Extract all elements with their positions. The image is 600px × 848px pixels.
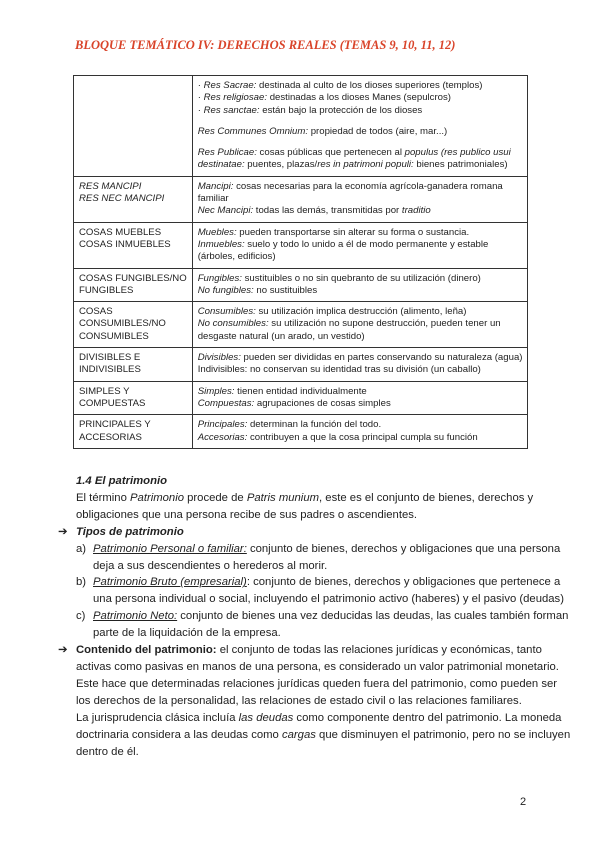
- text-line: [198, 331, 523, 343]
- text-segment: Este hace que determinadas relaciones jurídicas queden fuera del patrimonio, como pueden ser: [76, 677, 558, 690]
- arrow-bullet-icon: ➔: [58, 525, 68, 538]
- text-segment: su utilización no supone destrucción, pueden tener un: [268, 318, 501, 330]
- text-segment: , este es el conjunto de bienes, derechos y: [319, 491, 534, 504]
- text-line: [198, 398, 523, 410]
- text-segment: ·: [197, 104, 204, 116]
- text-segment: obligaciones que una persona recibe de sus padres o ascendientes.: [76, 508, 418, 521]
- text-line: [198, 386, 523, 398]
- text-line: [58, 524, 538, 541]
- description-cell: [192, 348, 528, 382]
- text-segment: determinan la función del todo.: [247, 419, 382, 431]
- text-line: [58, 490, 538, 507]
- category-line: FUNGIBLES: [79, 284, 134, 296]
- text-line: [58, 659, 559, 676]
- text-segment: Compuestas:: [197, 397, 255, 409]
- text-segment: No fungibles:: [197, 284, 254, 296]
- text-line: [58, 744, 538, 761]
- text-segment: Patrimonio: [130, 491, 184, 504]
- text-segment: el conjunto de todas las relaciones jurídicas y económicas, tanto: [216, 644, 542, 657]
- text-segment: res in patrimoni populi:: [317, 159, 414, 171]
- table-row: [74, 415, 528, 449]
- text-segment: conjunto de bienes, derechos y obligaciones que una persona: [246, 542, 561, 555]
- description-cell: [192, 76, 528, 177]
- text-segment: 1.4 El patrimonio: [76, 475, 168, 487]
- text-segment: doctrinaria considera a las deudas como: [76, 728, 282, 741]
- text-line: [198, 239, 523, 251]
- table-row: [74, 302, 528, 348]
- text-line: [198, 159, 523, 171]
- text-line: [198, 205, 523, 217]
- text-line: [58, 642, 542, 659]
- text-segment: pueden transportarse sin alterar su forma o sustancia.: [236, 226, 470, 238]
- text-segment: dentro de él.: [76, 745, 139, 758]
- text-line: [58, 676, 558, 693]
- description-cell: [192, 222, 528, 268]
- text-segment: Accesorias:: [197, 431, 248, 443]
- text-segment: destinatae:: [197, 159, 245, 171]
- text-segment: Patrimonio Bruto (empresarial): [93, 576, 247, 589]
- classification-table: [73, 75, 528, 449]
- text-line: [198, 181, 523, 193]
- text-line: [198, 147, 523, 159]
- text-segment: Tipos de patrimonio: [76, 525, 184, 538]
- paragraph-gap: [198, 117, 523, 126]
- text-segment: conjunto de bienes una vez deducidas las deudas, las cuales también forman: [177, 610, 569, 623]
- text-segment: destinadas a los dioses Manes (sepulcros): [267, 92, 452, 104]
- category-line: INDIVISIBLES: [79, 364, 141, 376]
- text-segment: contribuyen a que la cosa principal cumpla su función: [247, 431, 478, 443]
- text-segment: cosas públicas que pertenecen al: [256, 147, 405, 159]
- text-segment: están bajo la protección de los dioses: [259, 104, 423, 116]
- text-segment: Mancipi:: [197, 180, 234, 192]
- category-line: COSAS FUNGIBLES/NO: [79, 272, 187, 284]
- text-segment: Simples:: [197, 385, 235, 397]
- text-segment: El término: [76, 491, 130, 504]
- text-line: [198, 419, 523, 431]
- text-line: [198, 251, 523, 263]
- text-segment: No consumibles:: [197, 318, 269, 330]
- text-segment: Patrimonio Neto:: [93, 610, 178, 623]
- text-segment: : conjunto de bienes, derechos y obligaciones que pertenece a: [246, 576, 561, 589]
- text-line: [58, 693, 538, 710]
- text-segment: Indivisibles: no conservan su identidad tras su división (un caballo): [197, 364, 481, 376]
- text-segment: agrupaciones de cosas simples: [254, 397, 391, 409]
- text-line: [198, 432, 523, 444]
- category-cell: [74, 348, 193, 382]
- text-segment: suelo y todo lo unido a él de modo permanente y estable: [244, 238, 489, 250]
- text-segment: una persona individual o social, incluyendo el patrimonio activo (haberes) y el pasivo (deudas): [93, 593, 564, 606]
- text-segment: procede de: [184, 491, 247, 504]
- table-row: [74, 348, 528, 382]
- category-line: COSAS INMUEBLES: [79, 238, 171, 250]
- category-line: COMPUESTAS: [79, 397, 146, 409]
- paragraph-gap: [198, 138, 523, 147]
- text-line: [198, 126, 523, 138]
- text-segment: Divisibles:: [197, 352, 241, 364]
- category-line: RES MANCIPI: [79, 180, 142, 192]
- text-line: [198, 80, 523, 92]
- text-segment: Res religiosae:: [203, 92, 268, 104]
- text-line: [58, 710, 562, 727]
- text-line: [58, 625, 538, 642]
- page-header-title: BLOQUE TEMÁTICO IV: DERECHOS REALES (TEMAS 9, 10, 11, 12): [75, 38, 456, 52]
- category-line: COSAS MUEBLES: [79, 226, 162, 238]
- text-segment: Muebles:: [197, 226, 237, 238]
- category-line: CONSUMIBLES/NO: [79, 318, 166, 330]
- description-cell: [192, 268, 528, 302]
- category-line: DIVISIBLES E: [79, 352, 141, 364]
- text-line: [58, 473, 538, 490]
- text-segment: Patris munium: [246, 491, 320, 504]
- text-segment: no sustituibles: [253, 284, 318, 296]
- text-segment: Fungibles:: [197, 272, 242, 284]
- text-segment: Res sanctae:: [203, 104, 260, 116]
- text-segment: puentes, plazas/: [244, 159, 318, 171]
- text-segment: sustituibles o no sin quebranto de su utilización (dinero): [241, 272, 481, 284]
- category-line: RES NEC MANCIPI: [79, 193, 165, 205]
- text-segment: que disminuyen el patrimonio, pero no se incluyen: [315, 728, 571, 741]
- text-line: [58, 541, 561, 558]
- list-marker: c): [76, 610, 86, 623]
- text-line: [198, 306, 523, 318]
- category-line: PRINCIPALES Y: [79, 419, 151, 431]
- text-line: [58, 608, 569, 625]
- category-cell: [74, 302, 193, 348]
- text-segment: los derechos de la personalidad, las relaciones de estado civil o las relaciones familiares.: [76, 694, 522, 707]
- text-segment: las deudas: [238, 711, 294, 724]
- text-segment: su utilización implica destrucción (alimento, leña): [255, 306, 467, 318]
- category-line: CONSUMIBLES: [79, 330, 149, 342]
- text-line: [198, 285, 523, 297]
- category-line: COSAS: [79, 306, 113, 318]
- text-segment: (árboles, edificios): [197, 251, 276, 263]
- text-segment: traditio: [401, 205, 431, 217]
- list-marker: b): [76, 576, 87, 589]
- text-segment: Contenido del patrimonio:: [76, 644, 217, 657]
- text-segment: Principales:: [197, 419, 248, 431]
- text-segment: como componente dentro del patrimonio. La moneda: [293, 711, 562, 724]
- text-line: [198, 92, 523, 104]
- text-line: [198, 105, 523, 117]
- text-segment: pueden ser divididas en partes conservando su naturaleza (agua): [240, 352, 523, 364]
- text-line: [198, 364, 523, 376]
- text-segment: Consumibles:: [197, 306, 256, 318]
- arrow-bullet-icon: ➔: [58, 644, 68, 657]
- text-line: [58, 591, 564, 608]
- text-line: [58, 727, 571, 744]
- text-segment: cargas: [281, 728, 316, 741]
- text-segment: familiar: [197, 193, 229, 205]
- text-line: [198, 352, 523, 364]
- category-cell: [74, 268, 193, 302]
- patrimonio-section: [58, 473, 571, 760]
- text-segment: cosas necesarias para la economía agrícola-ganadera romana: [233, 180, 503, 192]
- text-segment: parte de la liquidación de la empresa.: [93, 627, 281, 640]
- text-segment: todas las demás, transmitidas por: [253, 205, 402, 217]
- text-line: [58, 558, 538, 575]
- text-segment: populus (res publico usui: [404, 147, 511, 159]
- page-number: 2: [520, 796, 527, 808]
- category-cell: [74, 381, 193, 415]
- category-line: ACCESORIAS: [79, 431, 142, 443]
- text-segment: Inmuebles:: [197, 238, 245, 250]
- text-line: [198, 193, 523, 205]
- text-segment: tienen entidad individualmente: [234, 385, 367, 397]
- description-cell: [192, 415, 528, 449]
- table-row: [74, 381, 528, 415]
- text-line: [58, 507, 538, 524]
- text-segment: ·: [197, 80, 204, 91]
- table-row: [74, 76, 528, 177]
- description-cell: [192, 302, 528, 348]
- text-line: [198, 273, 523, 285]
- table-row: [74, 268, 528, 302]
- table-row: [74, 176, 528, 222]
- text-segment: ·: [197, 92, 204, 104]
- text-segment: Patrimonio Personal o familiar:: [93, 542, 247, 555]
- table-row: [74, 222, 528, 268]
- category-cell: [74, 176, 193, 222]
- description-cell: [192, 381, 528, 415]
- category-line: SIMPLES Y: [79, 385, 130, 397]
- text-segment: desgaste natural (un arado, un vestido): [197, 330, 365, 342]
- text-segment: Res Communes Omnium:: [197, 125, 309, 137]
- category-cell: [74, 222, 193, 268]
- text-line: [58, 574, 561, 591]
- category-cell: [74, 76, 193, 177]
- text-segment: propiedad de todos (aire, mar...): [308, 125, 448, 137]
- text-segment: La jurisprudencia clásica incluía: [76, 711, 239, 724]
- text-segment: destinada al culto de los dioses superiores (templos): [256, 80, 483, 91]
- text-segment: bienes patrimoniales): [413, 159, 508, 171]
- list-marker: a): [76, 542, 87, 555]
- text-segment: Res Sacrae:: [203, 80, 257, 91]
- text-line: [198, 227, 523, 239]
- text-line: [198, 318, 523, 330]
- text-segment: Nec Mancipi:: [197, 205, 254, 217]
- text-segment: activas como pasivas en manos de una persona, es considerado un valor patrimonial monetario.: [76, 660, 559, 673]
- description-cell: [192, 176, 528, 222]
- text-segment: Res Publicae:: [197, 147, 257, 159]
- text-segment: deja a sus descendientes o herederos al morir.: [93, 559, 328, 572]
- category-cell: [74, 415, 193, 449]
